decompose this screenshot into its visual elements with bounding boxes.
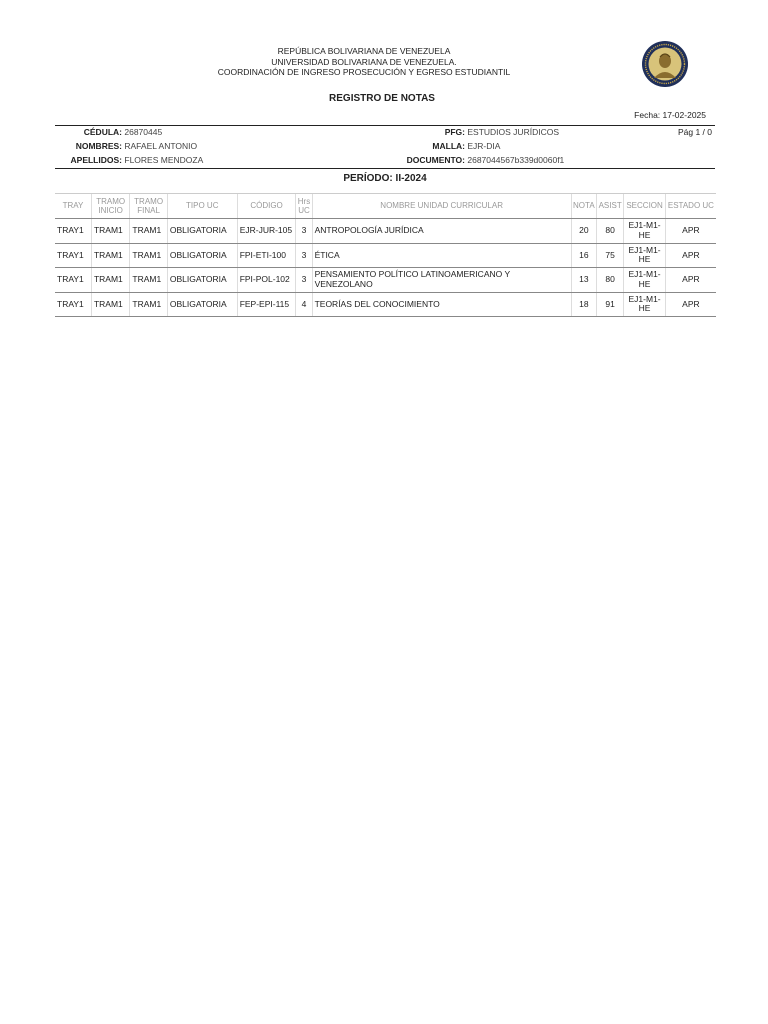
cell-estado-uc: APR	[665, 292, 716, 317]
cell-hrs-uc: 3	[296, 219, 312, 244]
apellidos-field	[55, 154, 205, 166]
cell-nombre-uc: TEORÍAS DEL CONOCIMIENTO	[312, 292, 571, 317]
cell-nombre-uc: ÉTICA	[312, 243, 571, 268]
header-tramo-final: TRAMO FINAL	[130, 194, 167, 219]
cell-codigo: FPI-ETI-100	[237, 243, 296, 268]
cell-seccion: EJ1-M1-HE	[624, 268, 666, 293]
cell-tramo-inicio: TRAM1	[91, 219, 129, 244]
cell-seccion: EJ1-M1-HE	[624, 243, 666, 268]
cell-asist: 80	[597, 268, 624, 293]
table-header-row	[55, 194, 716, 219]
cell-estado-uc: APR	[665, 243, 716, 268]
cell-tramo-inicio: TRAM1	[91, 292, 129, 317]
header-university: UNIVERSIDAD BOLIVARIANA DE VENEZUELA.	[271, 56, 457, 67]
malla-value: EJR-DIA	[467, 141, 501, 151]
cell-nota: 13	[571, 268, 596, 293]
cell-seccion: EJ1-M1-HE	[624, 292, 666, 317]
cell-tipo-uc: OBLIGATORIA	[167, 243, 237, 268]
header-tray: TRAY	[55, 194, 91, 219]
cedula-field	[55, 126, 205, 138]
header-country: REPÚBLICA BOLIVARIANA DE VENEZUELA	[277, 46, 451, 56]
documento-value: 2687044567b339d0060f1	[467, 155, 565, 165]
cell-estado-uc: APR	[665, 268, 716, 293]
cell-tray: TRAY1	[55, 292, 91, 317]
cell-tipo-uc: OBLIGATORIA	[167, 292, 237, 317]
info-row-2	[55, 140, 715, 152]
header-asist: ASIST	[597, 194, 624, 219]
nombres-field	[55, 140, 205, 152]
malla-label: MALLA:	[432, 141, 465, 151]
institution-header	[0, 46, 728, 78]
cell-nota: 16	[571, 243, 596, 268]
cell-tray: TRAY1	[55, 268, 91, 293]
cell-asist: 80	[597, 219, 624, 244]
cell-hrs-uc: 3	[296, 268, 312, 293]
cell-tipo-uc: OBLIGATORIA	[167, 219, 237, 244]
cell-tramo-inicio: TRAM1	[91, 268, 129, 293]
document-title: REGISTRO DE NOTAS	[329, 93, 435, 104]
table-row	[55, 243, 716, 268]
cell-hrs-uc: 3	[296, 243, 312, 268]
header-seccion: SECCION	[624, 194, 666, 219]
apellidos-value: FLORES MENDOZA	[124, 155, 204, 165]
cell-tramo-final: TRAM1	[130, 268, 167, 293]
header-coordination: COORDINACIÓN DE INGRESO PROSECUCIÓN Y EGRESO ESTUDIANTIL	[217, 67, 511, 77]
cell-tramo-final: TRAM1	[130, 292, 167, 317]
cell-estado-uc: APR	[665, 219, 716, 244]
documento-field	[315, 154, 615, 166]
cell-asist: 91	[597, 292, 624, 317]
header-hrs-uc: Hrs UC	[296, 194, 312, 219]
apellidos-label: APELLIDOS:	[70, 155, 122, 165]
info-row-1	[55, 126, 715, 138]
cell-codigo: FPI-POL-102	[237, 268, 296, 293]
header-estado-uc: ESTADO UC	[665, 194, 716, 219]
cell-codigo: EJR-JUR-105	[237, 219, 296, 244]
cell-nota: 20	[571, 219, 596, 244]
cell-codigo: FEP-EPI-115	[237, 292, 296, 317]
cell-hrs-uc: 4	[296, 292, 312, 317]
period-title: PERÍODO: II-2024	[343, 173, 427, 184]
cell-tramo-inicio: TRAM1	[91, 243, 129, 268]
grades-table	[55, 193, 716, 317]
cell-nota: 18	[571, 292, 596, 317]
header-tramo-inicio: TRAMO INICIO	[91, 194, 129, 219]
cell-tramo-final: TRAM1	[130, 219, 167, 244]
pfg-value: ESTUDIOS JURÍDICOS	[467, 127, 559, 137]
cell-asist: 75	[597, 243, 624, 268]
cell-tray: TRAY1	[55, 243, 91, 268]
header-codigo: CÓDIGO	[237, 194, 296, 219]
pfg-field	[315, 126, 615, 138]
cell-nombre-uc: PENSAMIENTO POLÍTICO LATINOAMERICANO Y VENEZOLANO	[312, 268, 571, 293]
cell-seccion: EJ1-M1-HE	[624, 219, 666, 244]
cell-tray: TRAY1	[55, 219, 91, 244]
divider-info	[55, 168, 715, 169]
nombres-value: RAFAEL ANTONIO	[124, 141, 198, 151]
cedula-label: CÉDULA:	[83, 127, 122, 137]
issue-date: Fecha: 17-02-2025	[634, 110, 706, 120]
cell-nombre-uc: ANTROPOLOGÍA JURÍDICA	[312, 219, 571, 244]
nombres-label: NOMBRES:	[75, 141, 122, 151]
page-number: Pág 1 / 0	[677, 127, 712, 137]
table-row	[55, 219, 716, 244]
cedula-value: 26870445	[124, 127, 163, 137]
malla-field	[315, 140, 615, 152]
header-tipo-uc: TIPO UC	[167, 194, 237, 219]
header-nota: NOTA	[571, 194, 596, 219]
documento-label: DOCUMENTO:	[406, 155, 465, 165]
pfg-label: PFG:	[444, 127, 465, 137]
table-row	[55, 292, 716, 317]
cell-tramo-final: TRAM1	[130, 243, 167, 268]
header-nombre-uc: NOMBRE UNIDAD CURRICULAR	[312, 194, 571, 219]
info-row-3	[55, 154, 715, 166]
cell-tipo-uc: OBLIGATORIA	[167, 268, 237, 293]
university-seal-icon	[641, 40, 689, 88]
table-row	[55, 268, 716, 293]
